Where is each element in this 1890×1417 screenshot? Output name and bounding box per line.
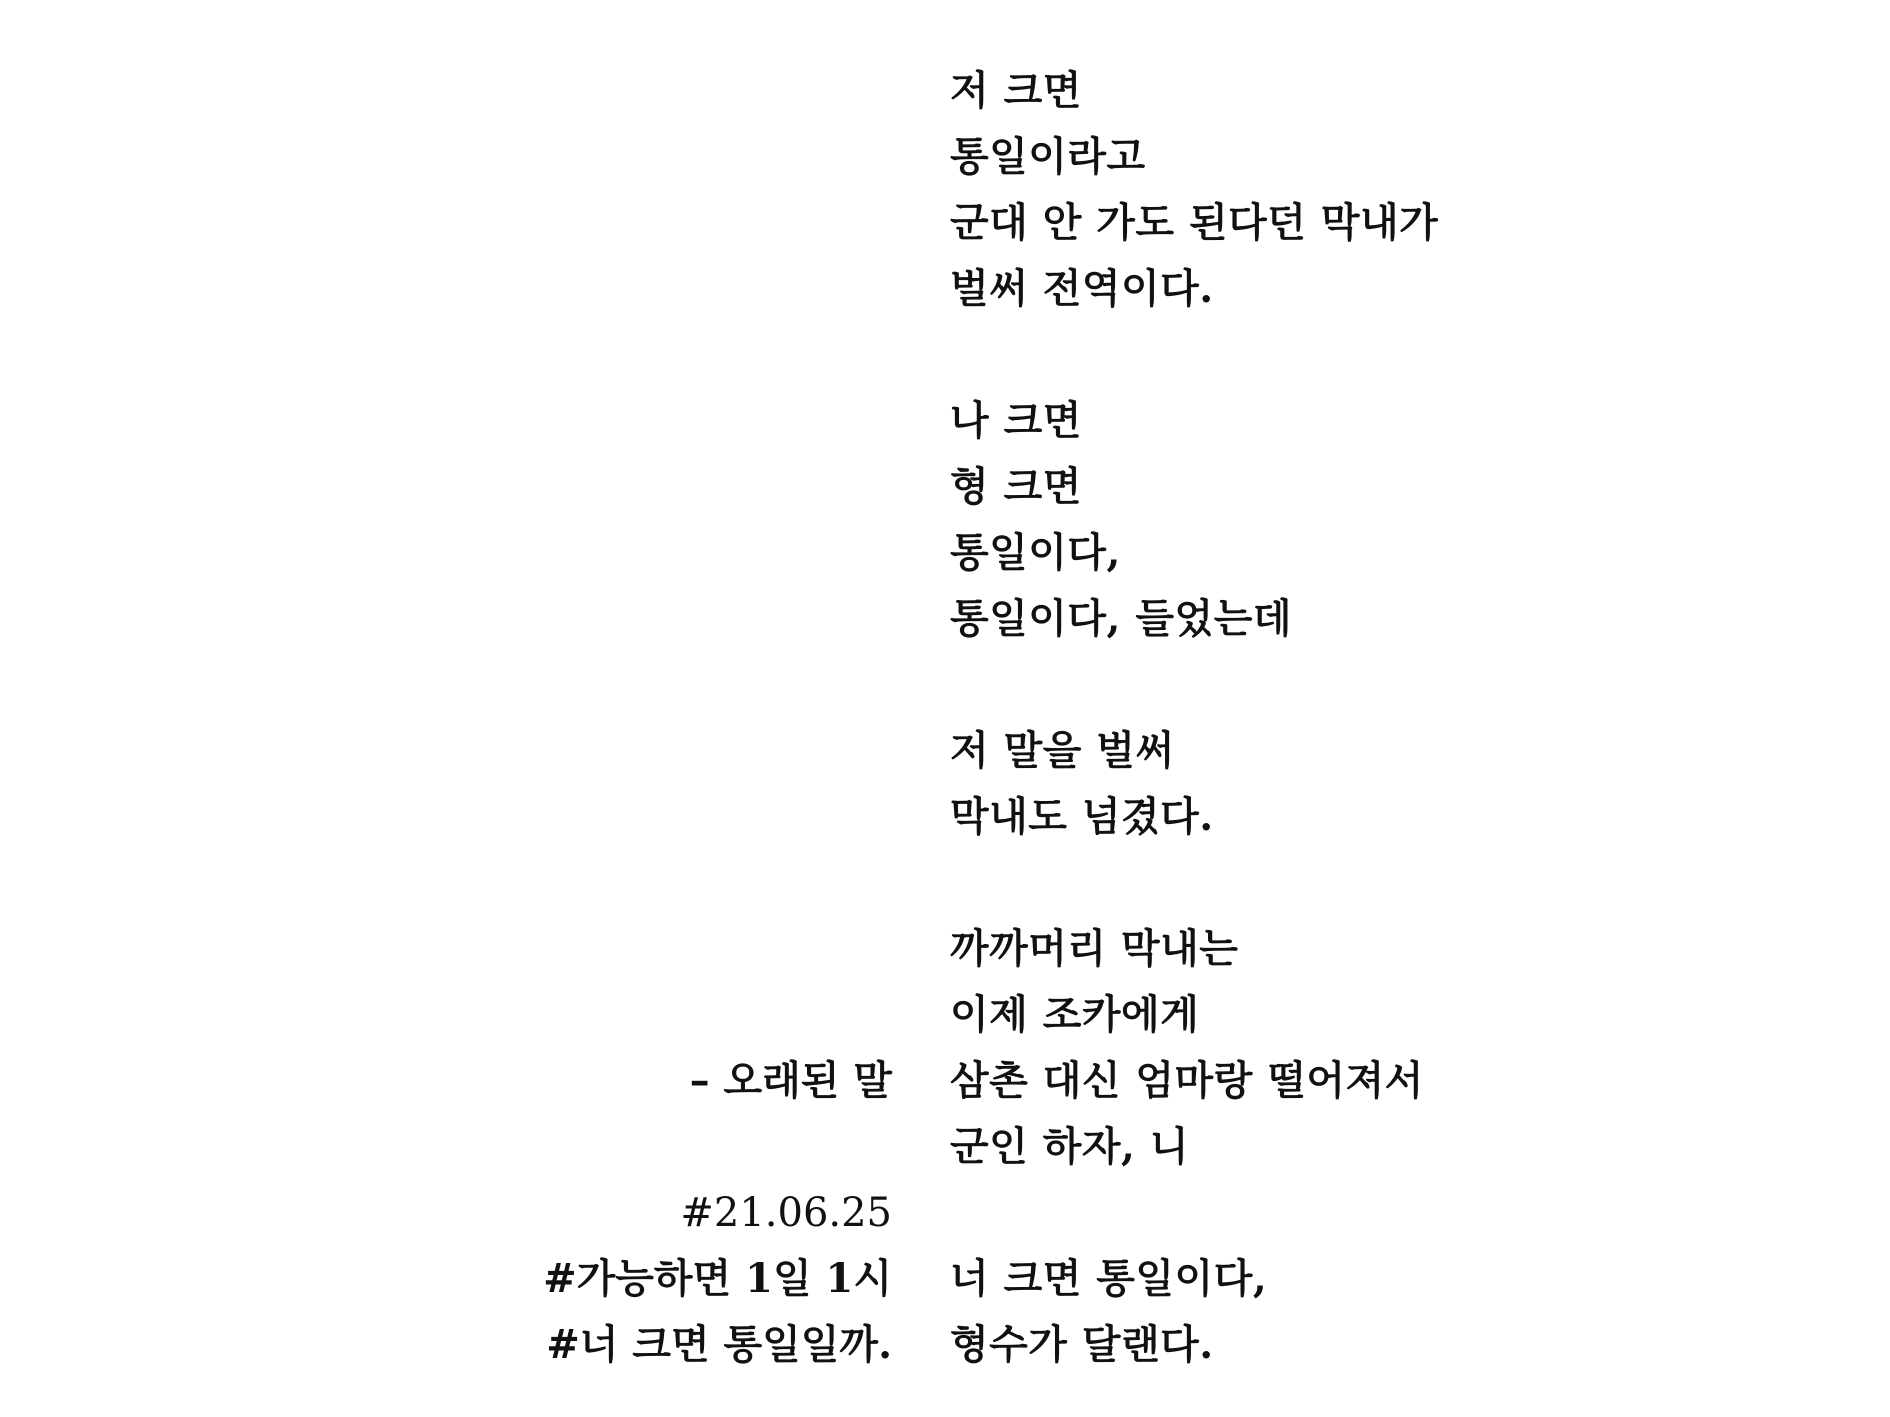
poem-body: [950, 58, 1850, 1378]
poem-line: 나 크면: [950, 397, 1082, 444]
poem-line: 저 말을 벌써: [950, 727, 1175, 774]
stanza-gap: [950, 322, 1850, 388]
stanza-gap: [950, 652, 1850, 718]
poem-line: 형 크면: [950, 463, 1082, 510]
poem-title: – 오래된 말: [689, 1057, 892, 1104]
stanza-2: [950, 388, 1850, 652]
hashtag-list: [543, 1180, 892, 1378]
stanza-1: [950, 58, 1850, 322]
poem-line: 막내도 넘겼다.: [950, 793, 1214, 840]
hashtag: #너 크면 통일일까.: [546, 1321, 892, 1368]
stanza-3: [950, 718, 1850, 850]
stanza-gap: [950, 1180, 1850, 1246]
poem-line: 저 크면: [950, 67, 1082, 114]
poem-line: 벌써 전역이다.: [950, 265, 1214, 312]
hashtag: #가능하면 1일 1시: [543, 1255, 892, 1302]
stanza-4: [950, 916, 1850, 1180]
poem-line: 형수가 달랜다.: [950, 1321, 1214, 1368]
poem-line: 군대 안 가도 된다던 막내가: [950, 199, 1439, 246]
poem-line: 까까머리 막내는: [950, 925, 1239, 972]
poem-line: 통일이라고: [950, 133, 1146, 180]
poem-line: 군인 하자, 니: [950, 1123, 1189, 1170]
stanza-5: [950, 1246, 1850, 1378]
poem-line: 너 크면 통일이다,: [950, 1255, 1268, 1302]
poem-line: 통일이다, 들었는데: [950, 595, 1292, 642]
poem-line: 이제 조카에게: [950, 991, 1200, 1038]
poem-line: 삼촌 대신 엄마랑 떨어져서: [950, 1057, 1424, 1104]
date-tag: #21.06.25: [680, 1190, 892, 1236]
poem-line: 통일이다,: [950, 529, 1121, 576]
stanza-gap: [950, 850, 1850, 916]
